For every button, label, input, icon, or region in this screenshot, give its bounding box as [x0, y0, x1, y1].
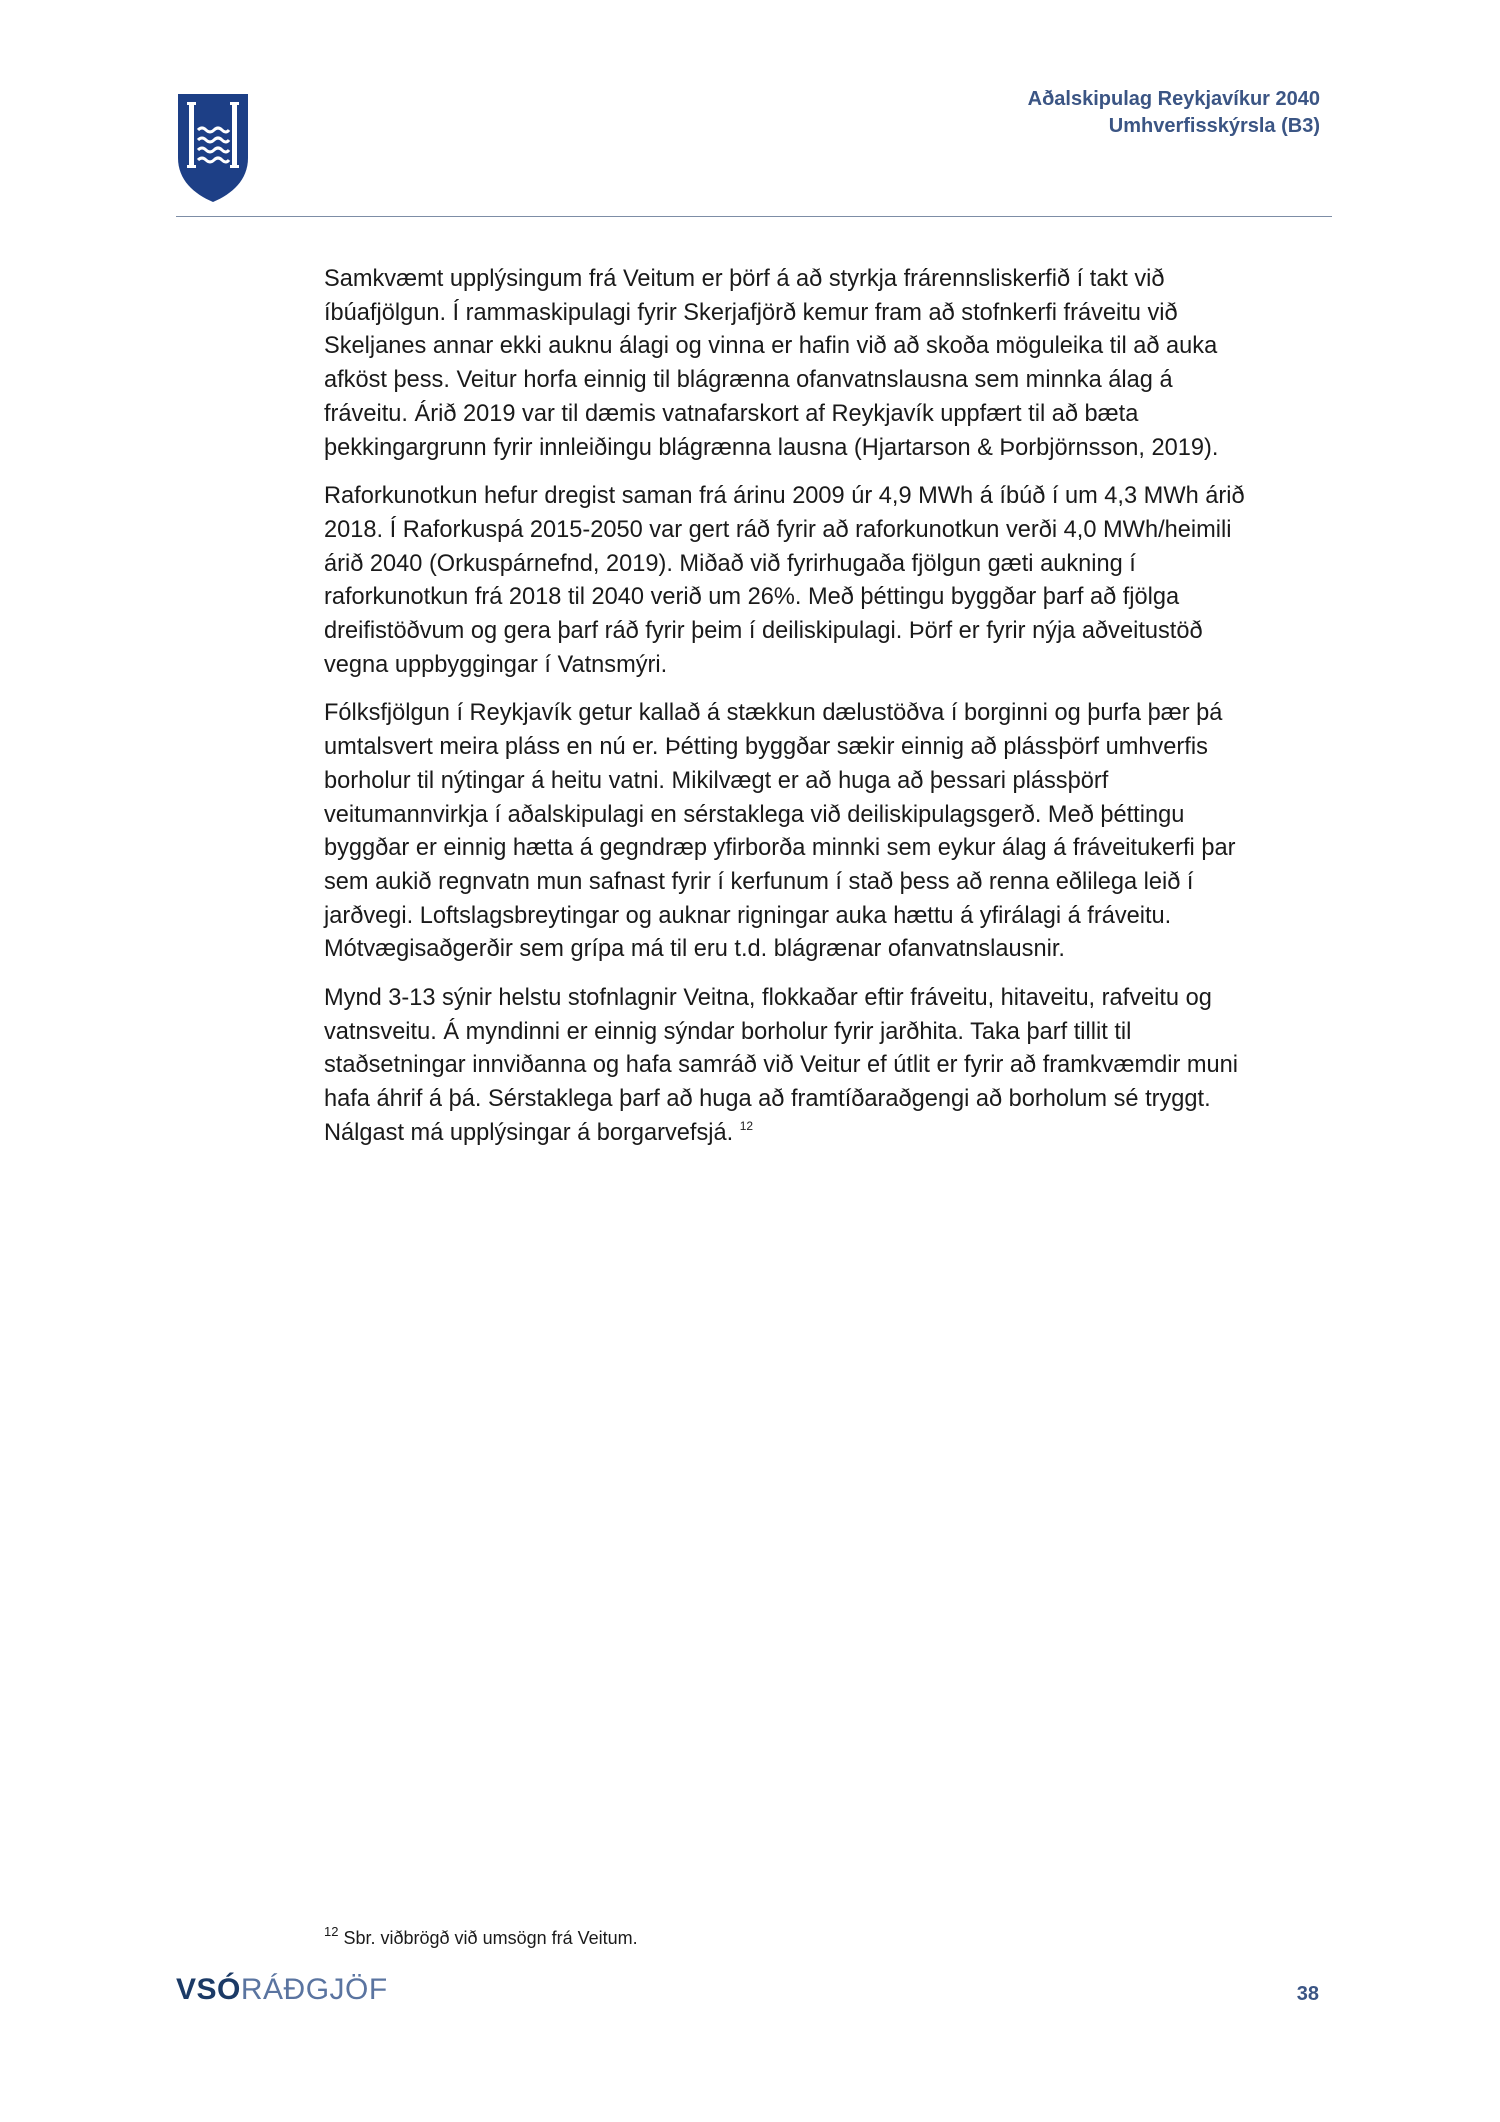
header-divider — [176, 216, 1332, 217]
document-header — [1028, 86, 1320, 140]
text-line: veitumannvirkja í aðalskipulagi en sérstaklega við deiliskipulagsgerð. Með þéttingu — [324, 801, 1185, 828]
text-line: Raforkunotkun hefur dregist saman frá árinu 2009 úr 4,9 MWh á íbúð í um 4,3 MWh árið — [324, 483, 1245, 510]
paragraph-population-growth — [324, 697, 1334, 967]
text-line: þekkingargrunn fyrir innleiðingu blágrænna lausna (Hjartarson & Þorbjörnsson, 2019). — [324, 434, 1219, 461]
company-logo-light: RÁÐGJÖF — [240, 1973, 388, 2006]
text-line: Skeljanes annar ekki auknu álagi og vinna er hafin við að skoða möguleika til að auka — [324, 333, 1218, 360]
text-line: vatnsveitu. Á myndinni er einnig sýndar borholur fyrir jarðhita. Taka þarf tillit til — [324, 1018, 1132, 1045]
text-line: 2018. Í Raforkuspá 2015-2050 var gert ráð fyrir að raforkunotkun verði 4,0 MWh/heimili — [324, 516, 1232, 543]
text-line: raforkunotkun frá 2018 til 2040 verið um 26%. Með þéttingu byggðar þarf að fjölga — [324, 584, 1180, 611]
company-logo — [176, 1972, 388, 2008]
text-line: dreifistöðvum og gera þarf ráð fyrir þeim í deiliskipulagi. Þörf er fyrir nýja aðveitustöð — [324, 618, 1203, 645]
text-line: vegna uppbyggingar í Vatnsmýri. — [324, 651, 668, 678]
company-logo-bold: VSÓ — [176, 1973, 241, 2006]
text-line: afköst þess. Veitur horfa einnig til blágrænna ofanvatnslausna sem minnka álag á — [324, 367, 1173, 394]
paragraph-electricity — [324, 480, 1334, 682]
footnote — [324, 1924, 638, 1949]
text-line: jarðvegi. Loftslagsbreytingar og auknar rigningar auka hættu á yfirálagi á fráveitu. — [324, 902, 1172, 929]
text-line: hafa áhrif á þá. Sérstaklega þarf að huga að framtíðaraðgengi að borholum sé tryggt. — [324, 1086, 1211, 1113]
text-line: Samkvæmt upplýsingum frá Veitum er þörf á að styrkja frárennsliskerfið í takt við — [324, 266, 1165, 292]
page-number: 38 — [1296, 1983, 1319, 2005]
text-line: byggðar er einnig hætta á gegndræp yfirborða minnki sem eykur álag á fráveitukerfi þar — [324, 835, 1236, 862]
text-line: borholur til nýtingar á heitu vatni. Mikilvægt er að huga að þessari plássþörf — [324, 767, 1109, 794]
reykjavik-coat-of-arms-icon — [176, 92, 250, 204]
text-line: árið 2040 (Orkuspárnefnd, 2019). Miðað við fyrirhugaða fjölgun gæti aukning í — [324, 550, 1136, 577]
text-line: Mótvægisaðgerðir sem grípa má til eru t.d. blágrænar ofanvatnslausnir. — [324, 936, 1065, 963]
text-line-with-footnote — [324, 1117, 1334, 1151]
text-line: staðsetningar innviðanna og hafa samráð við Veitur ef útlit er fyrir að framkvæmdir muni — [324, 1052, 1239, 1079]
text-line: umtalsvert meira pláss en nú er. Þétting byggðar sækir einnig að plássþörf umhverfis — [324, 734, 1208, 761]
text-line: Nálgast má upplýsingar á borgarvefsjá. — [324, 1119, 734, 1146]
text-line: fráveitu. Árið 2019 var til dæmis vatnafarskort af Reykjavík uppfært til að bæta — [324, 400, 1139, 427]
footnote-text: Sbr. viðbrögð við umsögn frá Veitum. — [343, 1928, 638, 1948]
paragraph-wastewater — [324, 263, 1334, 465]
footnote-reference[interactable]: 12 — [739, 1118, 754, 1133]
footnote-number: 12 — [324, 1924, 339, 1939]
paragraph-figure-reference — [324, 982, 1334, 1151]
text-line: sem aukið regnvatn mun safnast fyrir í kerfunum í stað þess að renna eðlilega leið í — [324, 868, 1194, 895]
text-line: íbúafjölgun. Í rammaskipulagi fyrir Skerjafjörð kemur fram að stofnkerfi fráveitu við — [324, 299, 1178, 326]
text-line: Fólksfjölgun í Reykjavík getur kallað á stækkun dælustöðva í borginni og þurfa þær þá — [324, 700, 1223, 727]
body-text — [324, 263, 1334, 1166]
document-title: Aðalskipulag Reykjavíkur 2040 — [1027, 88, 1320, 110]
text-line: Mynd 3-13 sýnir helstu stofnlagnir Veitna, flokkaðar eftir fráveitu, hitaveitu, rafveitu og — [324, 985, 1212, 1012]
document-subtitle: Umhverfisskýrsla (B3) — [1108, 115, 1320, 137]
